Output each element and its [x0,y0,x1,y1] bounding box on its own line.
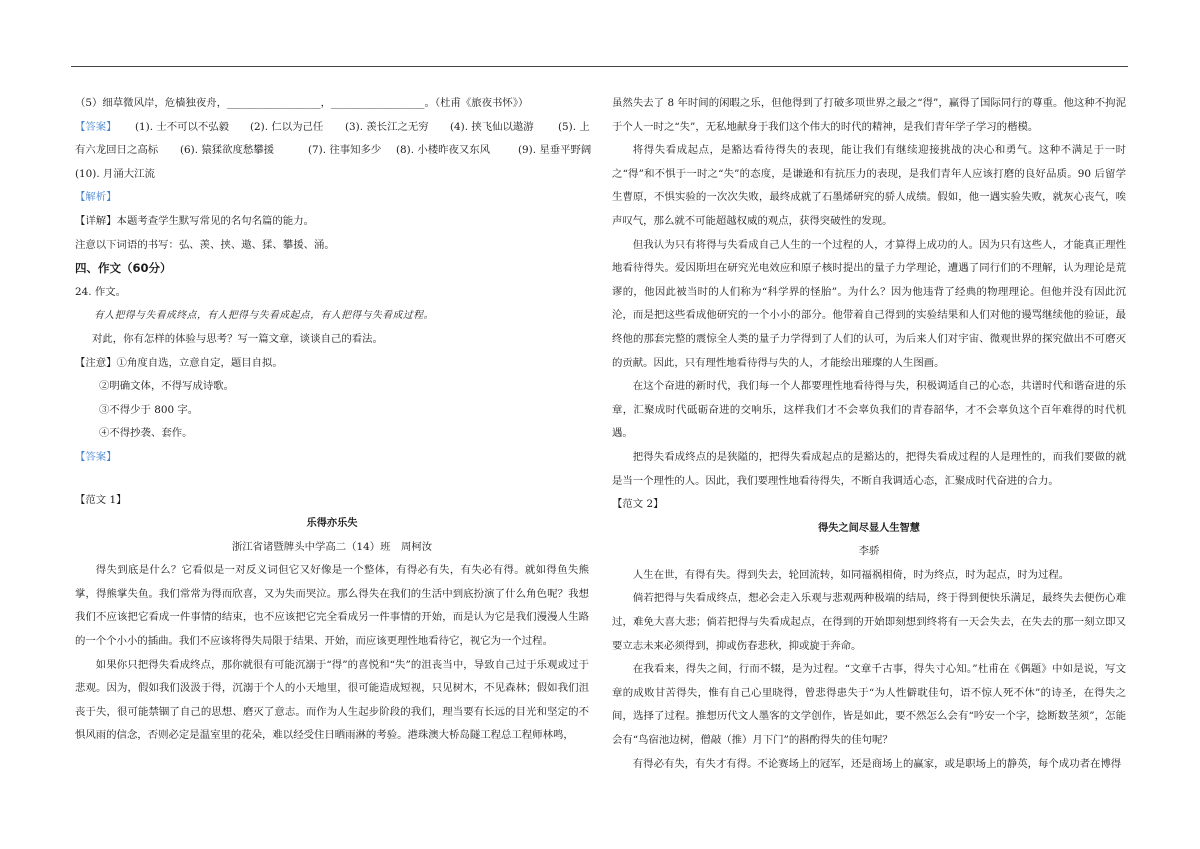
question-24: 24. 作文。 [75,285,126,298]
essay-1-paragraph-5: 在这个奋进的新时代，我们每一个人都要理性地看待得与失，积极调适自己的心态，共谱时代和谐奋进的乐章，汇聚成时代砥砺奋进的交响乐，这样我们才不会辜负我们的青春韶华，才不会辜负这个百年难得的时代机遇。 [612,380,1126,440]
section-title: 四、作文（60分） [75,261,172,276]
essay-2-author: 李骄 [858,545,880,558]
essay-2-paragraph-2: 倘若把得与失看成终点，想必会走入乐观与悲观两种极端的结局，终于得到便快乐满足，最终失去便伤心难过，难免大喜大悲；倘若把得与失看成起点，在得到的开始即刻想到终将有一天会失去，在失去的那一刻立即又要立志未来必须得到，抑或伤春悲秋，抑或旋于奔命。 [612,592,1126,652]
essay-2-paragraph-1: 人生在世，有得有失。得到失去，轮回流转，如同福祸相倚，时为终点，时为起点，时为过程。 [632,568,1070,581]
note-4: ④不得抄袭、套作。 [99,427,193,440]
prompt-ask: 对此，你有怎样的体验与思考？写一篇文章，谈谈自己的看法。 [92,332,383,345]
essay-1-title: 乐得亦乐失 [306,518,358,530]
essay-2-paragraph-3: 在我看来，得失之间，行而不辍，是为过程。“文章千古事，得失寸心知。”杜甫在《偶题》中如是说，写文章的成败甘苦得失，惟有自己心里晓得，曾悲得患失于“为人性僻耽佳句，语不惊人死不休”的诗圣，在得失之间，选择了过程。推想历代文人墨客的文学创作，皆是如此，要不然怎么会有“吟安一个字，捻断数茎须”，怎能会有“鸟宿池边树，僧敲（推）月下门”的斟酌得失的佳句呢？ [612,663,1126,747]
prompt-quote: 有人把得与失看成终点，有人把得与失看成起点，有人把得与失看成过程。 [94,310,434,322]
essay-1-paragraph-3: 将得失看成起点，是豁达看待得失的表现，能让我们有继续迎接挑战的决心和勇气。这种不满足于一时之“得”和不惧于一时之“失”的态度，是谦逊和有抗压力的表现，是我们青年人应该打磨的良好品质。90 后留学生曹原，不惧实验的一次次失败，最终成就了石墨烯研究的骄人成绩。假如，他一遇实验失败，就灰心丧气，唉声叹气，那么就不可能超越权威的观点，获得突破性的发现。 [612,144,1126,227]
essay-2-title: 得失之间尽显人生智慧 [818,522,920,534]
essay-1-paragraph-4: 但我认为只有将得与失看成自己人生的一个过程的人，才算得上成功的人。因为只有这些人，才能真正理性地看待得失。爱因斯坦在研究光电效应和原子核时提出的量子力学理论，遭遇了同行们的不理解，认为理论是荒谬的，他因此被当时的人们称为“科学界的怪胎”。为什么？因为他违背了经典的物理理论。但他并没有因此沉沦，而是把这些看成他研究的一个小小的部分。他带着自己得到的实验结果和人们对他的谩骂继续他的验证，最终他的那套完整的震惊全人类的量子力学得到了人们的认可，为后来人们对宇宙、微观世界的探究做出不可磨灭的贡献。因此，只有理性地看待得与失的人，才能绘出璀璨的人生图画。 [612,238,1126,369]
right-column [612,92,1126,776]
detail: 【详解】本题考查学生默写常见的名句名篇的能力。 [75,214,314,227]
essay-1-tag: 【范文 1】 [75,493,127,506]
essay-1-paragraph-2: 如果你只把得失看成终点，那你就很有可能沉溺于“得”的喜悦和“失”的沮丧当中，导致自己过于乐观或过于悲观。因为，假如我们汲汲于得，沉溺于个人的小天地里，很可能造成短视，只见树木，不见森林；假如我们沮丧于失，很可能禁锢了自己的思想、磨灭了意志。而作为人生起步阶段的我们，理当要有长远的目光和坚定的不惧风雨的信念，否则必定是温室里的花朵，难以经受住日晒雨淋的考验。港珠澳大桥岛隧工程总工程师林鸣， [75,658,589,742]
question-5: （5）细草微风岸，危樯独夜舟，__________________，__________________。（杜甫《旅夜书怀》） [75,97,529,109]
note-1: 【注意】①角度自选，立意自定，题目自拟。 [75,356,283,369]
answer-tag-2: 【答案】 [75,450,117,463]
essay-2-paragraph-4: 有得必有失，有失才有得。不论赛场上的冠军，还是商场上的赢家，或是职场上的静英，每个成功者在博得 [632,757,1122,770]
essay-1-paragraph-1: 得失到底是什么？它看似是一对反义词但它又好像是一个整体，有得必有失，有失必有得。就如得鱼失熊掌，得熊掌失鱼。我们常常为得而欣喜，又为失而哭泣。那么得失在我们的生活中到底扮演了什么角色呢？我想我们不应该把它看成一件事情的结束，也不应该把它完全看成另一件事情的开始，而是认为它是我们漫漫人生路的一个个小小的插曲。我们不应该将得失局限于结果、开始，而应该更理性地看待它，视它为一个过程。 [75,564,589,648]
essay-1-paragraph-2-cont: 虽然失去了 8 年时间的闲暇之乐，但他得到了打破多项世界之最之“得”，赢得了国际同行的尊重。他这种不拘泥于个人一时之“失”，无私地献身于我们这个伟大的时代的精神，是我们青年学子学习的楷模。 [612,97,1126,133]
answer-line-1: 【答案】 (1). 士不可以不弘毅 (2). 仁以为己任 (3). 羡长江之无穷 (4). 挟飞仙以遨游 (5). 上 [75,116,589,140]
note-3: ③不得少于 800 字。 [99,403,199,416]
answer-tag: 【答案】 [75,120,117,133]
essay-1-paragraph-6: 把得失看成终点的是狭隘的，把得失看成起点的是豁达的，把得失看成过程的人是理性的，而我们要做的就是当一个理性的人。因此，我们要理性地看待得失，不断自我调适心态，汇聚成时代奋进的合力。 [612,450,1126,487]
header-rule [71,66,1128,67]
answer-line-3: (10). 月涌大江流 [75,167,155,180]
analysis-tag: 【解析】 [75,191,117,204]
essay-2-tag: 【范文 2】 [612,498,664,511]
left-column [75,92,592,748]
answer-line-2: 有六龙回日之高标 (6). 猿猱欲度愁攀援 (7). 往事知多少 (8). 小楼昨夜又东风 (9). 星垂平野阔 [75,144,592,157]
note-2: ②明确文体，不得写成诗歌。 [99,380,235,393]
spelling-note: 注意以下词语的书写：弘、羡、挟、遨、猱、攀援、涌。 [75,238,335,251]
essay-1-author: 浙江省诸暨牌头中学高二（14）班 周柯汝 [231,540,433,553]
